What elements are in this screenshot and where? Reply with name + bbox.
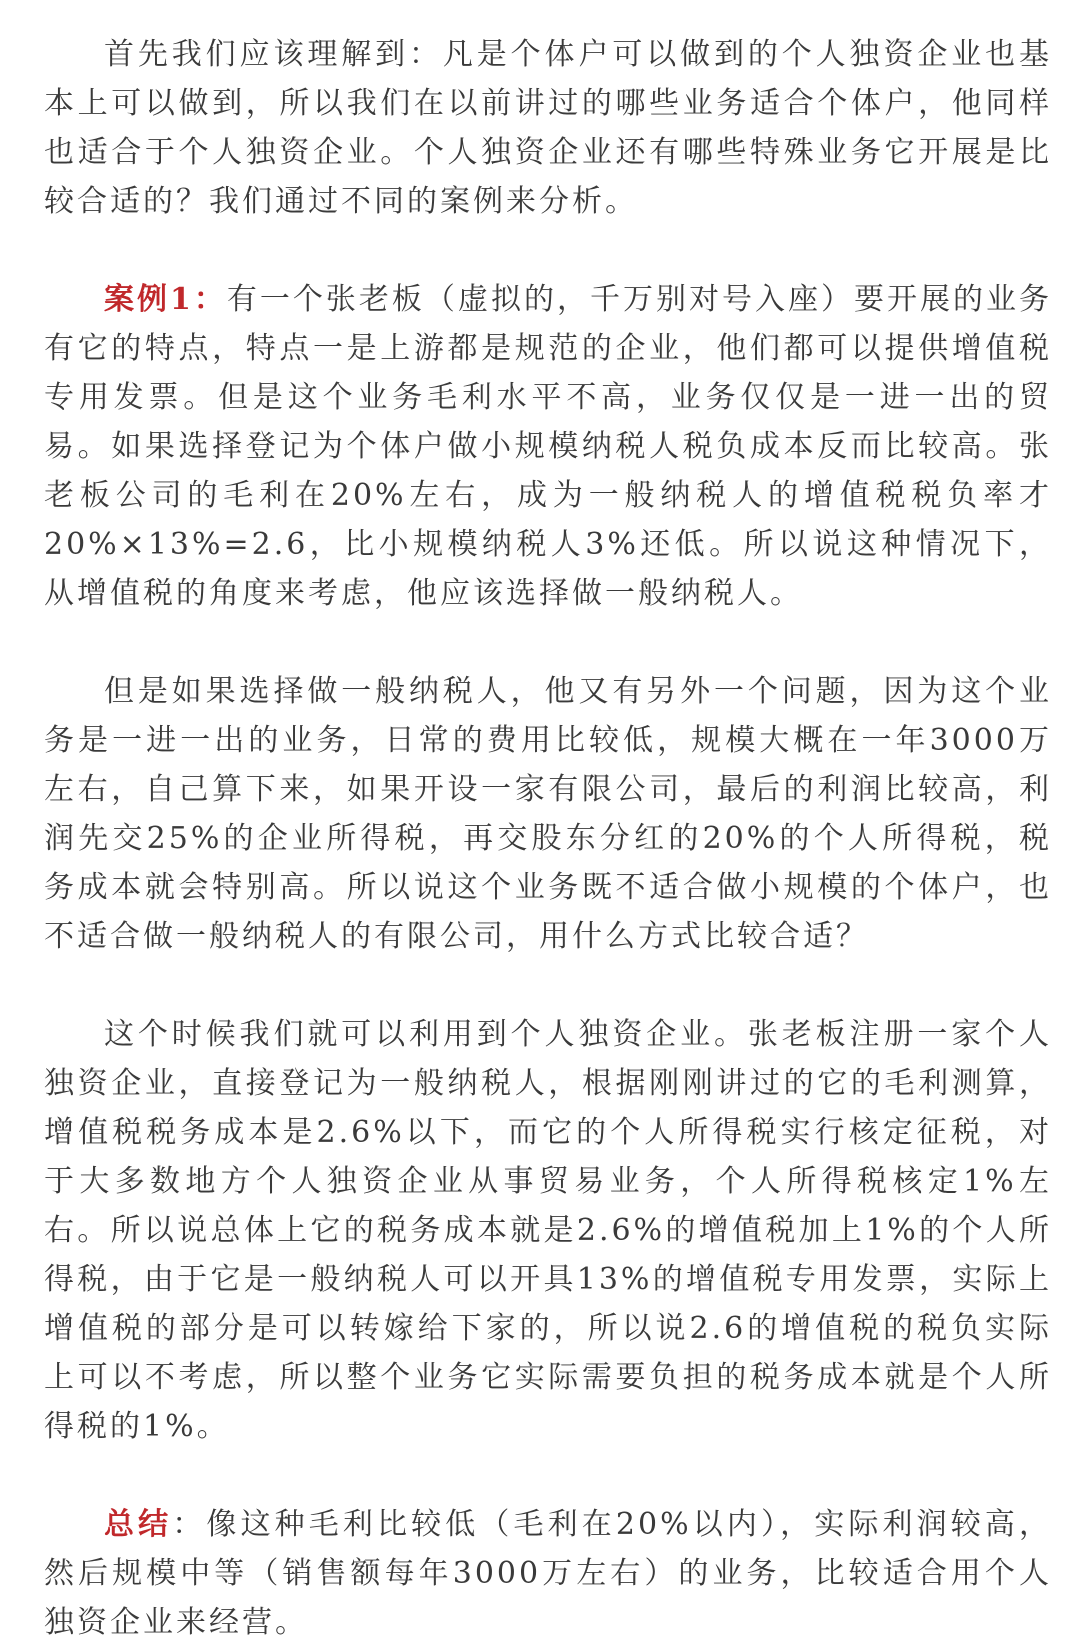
- paragraph-case-1: [44, 275, 1052, 618]
- paragraph-text: 首先我们应该理解到：凡是个体户可以做到的个人独资企业也基本上可以做到，所以我们在以前讲过的哪些业务适合个体户，他同样也适合于个人独资企业。个人独资企业还有哪些特殊业务它开展是比较合适的？我们通过不同的案例来分析。: [44, 37, 1052, 219]
- article-body: [44, 30, 1052, 1647]
- paragraph-intro: [44, 30, 1052, 226]
- case-1-label: 案例1：: [104, 282, 227, 317]
- paragraph-summary: [44, 1500, 1052, 1647]
- paragraph-problem: [44, 667, 1052, 961]
- summary-label: 总结: [104, 1507, 173, 1542]
- paragraph-text: 有一个张老板（虚拟的，千万别对号入座）要开展的业务有它的特点，特点一是上游都是规范的企业，他们都可以提供增值税专用发票。但是这个业务毛利水平不高，业务仅仅是一进一出的贸易。如果选择登记为个体户做小规模纳税人税负成本反而比较高。张老板公司的毛利在20%左右，成为一般纳税人的增值税税负率才20%×13%=2.6，比小规模纳税人3%还低。所以说这种情况下，从增值税的角度来考虑，他应该选择做一般纳税人。: [44, 282, 1053, 611]
- paragraph-text: 但是如果选择做一般纳税人，他又有另外一个问题，因为这个业务是一进一出的业务，日常的费用比较低，规模大概在一年3000万左右，自己算下来，如果开设一家有限公司，最后的利润比较高，利润先交25%的企业所得税，再交股东分红的20%的个人所得税，税务成本就会特别高。所以说这个业务既不适合做小规模的个体户，也不适合做一般纳税人的有限公司，用什么方式比较合适？: [44, 674, 1052, 954]
- paragraph-text: ：像这种毛利比较低（毛利在20%以内），实际利润较高，然后规模中等（销售额每年3000万左右）的业务，比较适合用个人独资企业来经营。: [44, 1507, 1053, 1640]
- paragraph-solution: [44, 1010, 1052, 1451]
- paragraph-text: 这个时候我们就可以利用到个人独资企业。张老板注册一家个人独资企业，直接登记为一般纳税人，根据刚刚讲过的它的毛利测算，增值税税务成本是2.6%以下，而它的个人所得税实行核定征税，对于大多数地方个人独资企业从事贸易业务，个人所得税核定1%左右。所以说总体上它的税务成本就是2.6%的增值税加上1%的个人所得税，由于它是一般纳税人可以开具13%的增值税专用发票，实际上增值税的部分是可以转嫁给下家的，所以说2.6的增值税的税负实际上可以不考虑，所以整个业务它实际需要负担的税务成本就是个人所得税的1%。: [44, 1017, 1052, 1444]
